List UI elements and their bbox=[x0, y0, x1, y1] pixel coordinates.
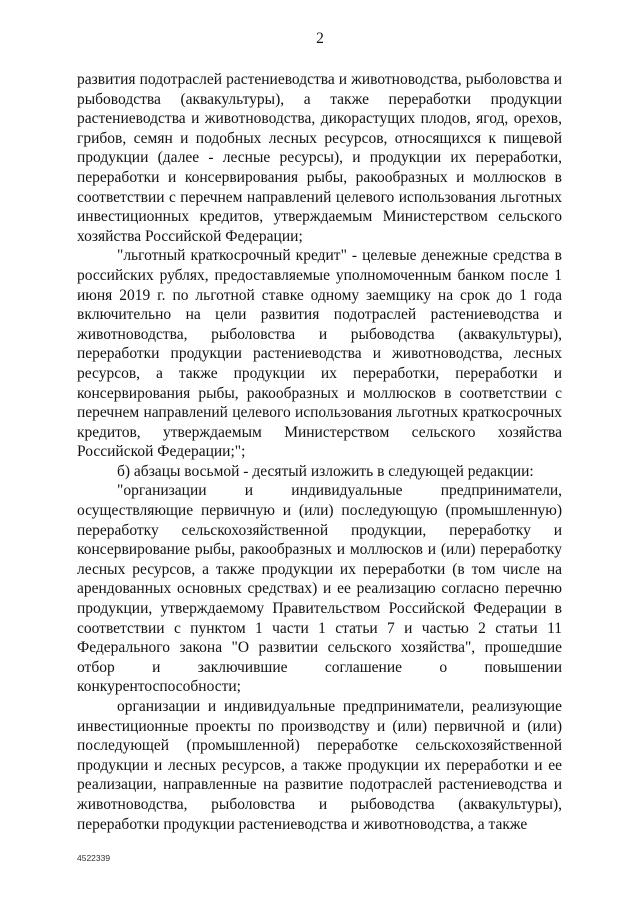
document-code: 4522339 bbox=[77, 853, 111, 863]
paragraph-continuation: развития подотраслей растениеводства и животноводства, рыболовства и рыбоводства (аквакультуры), а также переработки продукции растениеводства и животноводства, дикорастущих плодов, ягод, орехов, грибов, семян и подобных лесных ресурсов, относящихся к пищевой продукции (далее - лесные ресурсы), и продукции их переработки, переработки и консервирования рыбы, ракообразных и моллюсков в соответствии с перечнем направлений целевого использования льготных инвестиционных кредитов, утверждаемым Министерством сельского хозяйства Российской Федерации; bbox=[77, 71, 562, 245]
paragraph-investment-projects: организации и индивидуальные предприниматели, реализующие инвестиционные проекты по производству и (или) первичной и (или) последующей (промышленной) переработке сельскохозяйственной продукции и лесных ресурсов, а также продукции их переработки и ее реализации, направленные на развитие подотраслей растениеводства и животноводства, рыболовства и рыбоводства (аквакультуры), переработки продукции растениеводства и животноводства, а также bbox=[77, 698, 562, 833]
paragraph-short-term-credit-definition: "льготный краткосрочный кредит" - целевые денежные средства в российских рублях, предоставляемые уполномоченным банком после 1 июня 2019 г. по льготной ставке одному заемщику на срок до 1 года включительно на цели развития подотраслей растениеводства и животноводства, рыболовства и рыбоводства (аквакультуры), переработки продукции растениеводства и животноводства, лесных ресурсов, а также продукции их переработки, переработки и консервирования рыбы, ракообразных и моллюсков в соответствии с перечнем направлений целевого использования льготных краткосрочных кредитов, утверждаемым Министерством сельского хозяйства Российской Федерации;"; bbox=[77, 247, 562, 461]
page-number: 2 bbox=[316, 30, 324, 47]
paragraph-processing-organizations: "организации и индивидуальные предприниматели, осуществляющие первичную и (или) последующую (промышленную) переработку сельскохозяйственной продукции, переработку и консервирование рыбы, ракообразных и моллюсков и (или) переработку лесных ресурсов, а также продукции их переработки (в том числе на арендованных основных средствах) и ее реализацию согласно перечню продукции, утверждаемому Правительством Российской Федерации в соответствии с пунктом 1 части 1 статьи 7 и частью 2 статьи 11 Федерального закона "О развитии сельского хозяйства", прошедшие отбор и заключившие соглашение о повышении конкурентоспособности; bbox=[77, 482, 562, 696]
paragraph-amendment-instruction: б) абзацы восьмой - десятый изложить в следующей редакции: bbox=[117, 462, 534, 480]
document-body bbox=[77, 70, 562, 834]
